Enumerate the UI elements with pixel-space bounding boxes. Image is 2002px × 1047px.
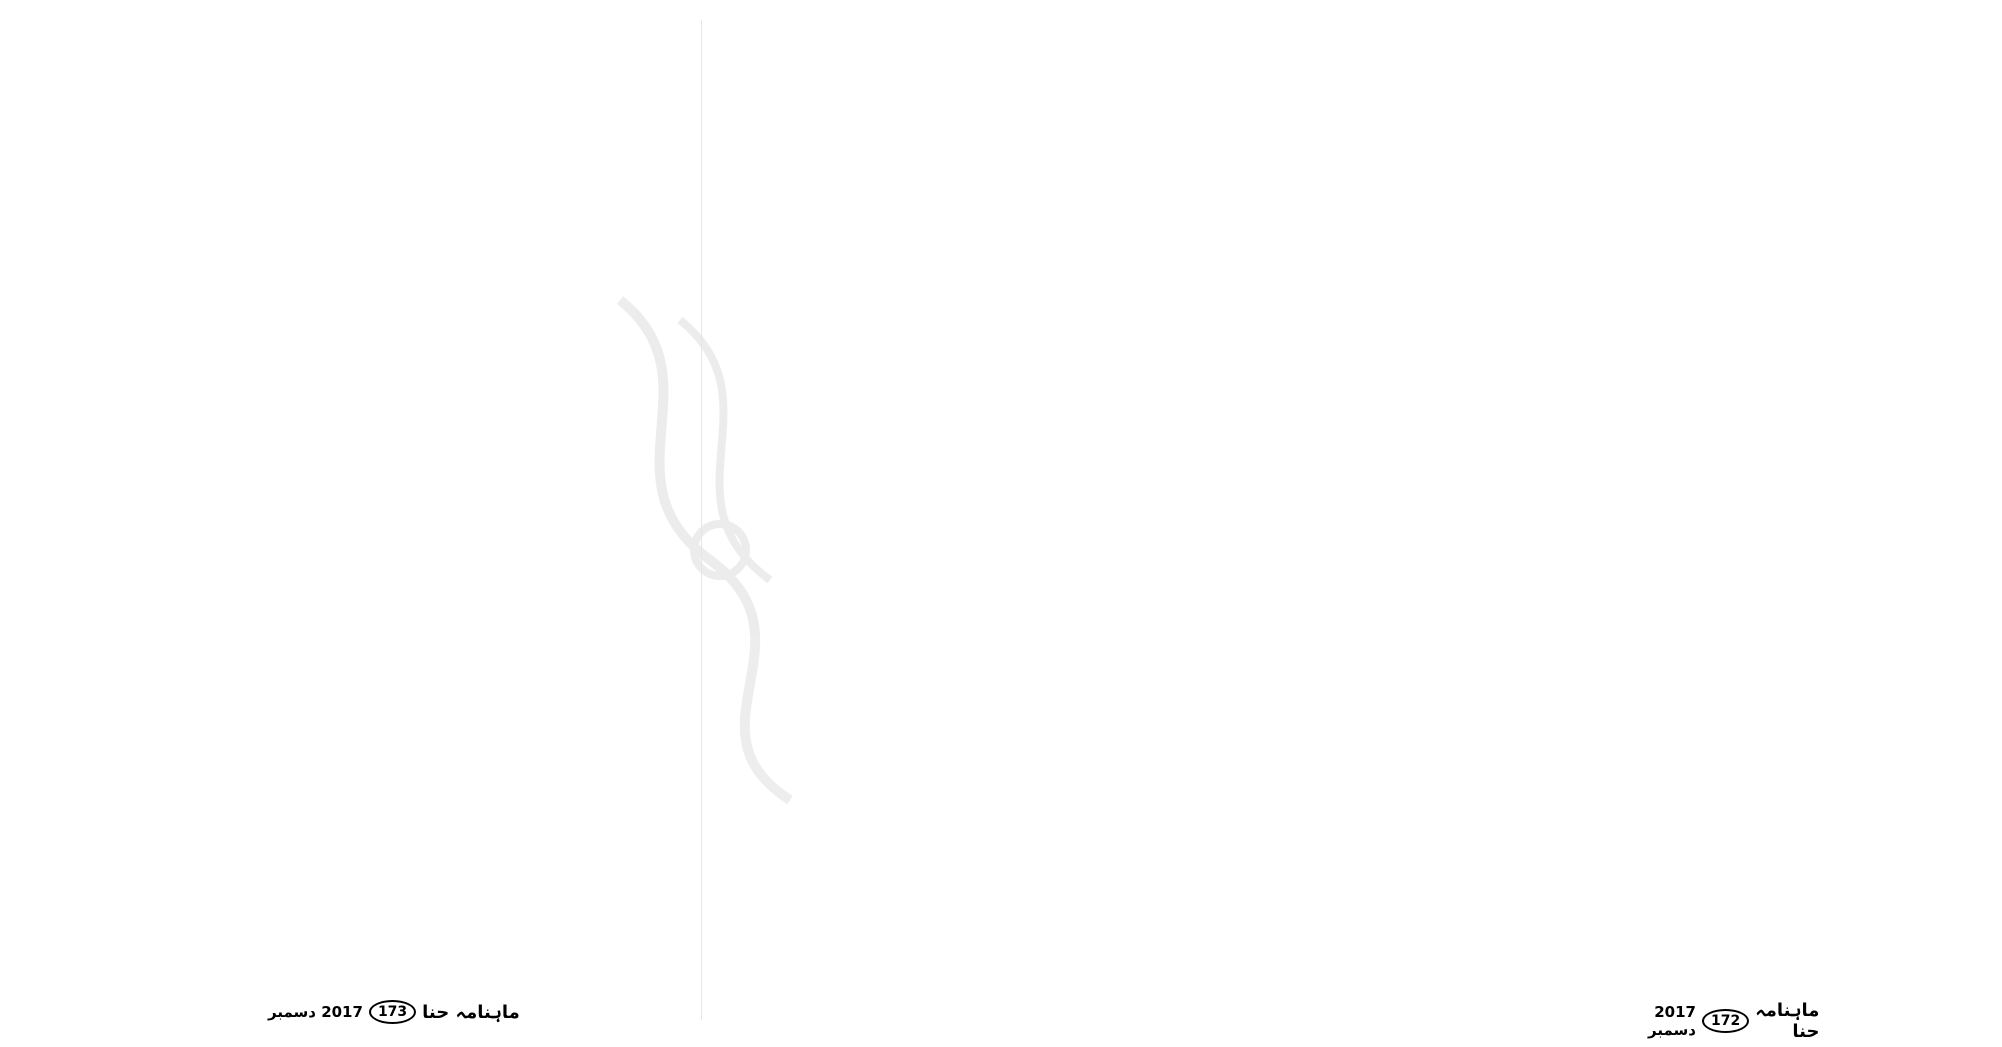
text-column	[1727, 38, 2002, 978]
text-column	[72, 38, 342, 978]
page-footer	[1648, 1000, 1819, 1042]
issue-date: 2017 دسمبر	[268, 1003, 363, 1021]
text-column	[365, 38, 640, 978]
right-page	[702, 0, 1820, 1047]
page-number: 173	[369, 1000, 416, 1024]
magazine-masthead: ماہنامہ حنا	[1755, 1000, 1820, 1042]
issue-date: 2017 دسمبر	[1648, 1003, 1696, 1039]
text-column	[1437, 38, 1712, 978]
page-number: 172	[1702, 1009, 1749, 1033]
page-footer	[268, 1000, 520, 1024]
left-page	[0, 0, 702, 1047]
magazine-masthead: ماہنامہ حنا	[422, 1001, 520, 1023]
